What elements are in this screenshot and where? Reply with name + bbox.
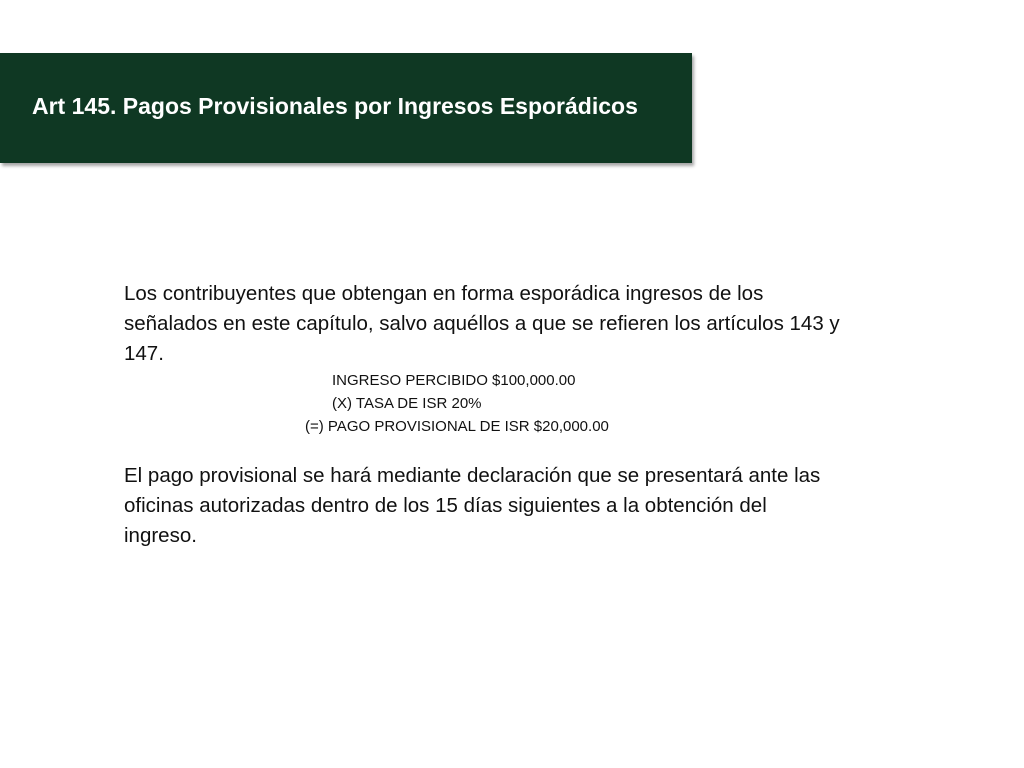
slide-body: [124, 279, 844, 551]
intro-paragraph: Los contribuyentes que obtengan en forma esporádica ingresos de los señalados en este capítulo, salvo aquéllos a que se refieren los artículos 143 y 147.: [124, 282, 840, 365]
slide-title: Art 145. Pagos Provisionales por Ingresos Esporádicos: [32, 93, 638, 119]
payment-paragraph: El pago provisional se hará mediante declaración que se presentará ante las oficinas autorizadas dentro de los 15 días siguientes a la obtención del ingreso.: [124, 464, 821, 547]
calculation-block: [124, 369, 844, 443]
title-banner: [0, 53, 692, 163]
calc-line-rate: (X) TASA DE ISR 20%: [332, 395, 482, 412]
calc-line-income: INGRESO PERCIBIDO $100,000.00: [332, 372, 576, 389]
calc-line-payment: (=) PAGO PROVISIONAL DE ISR $20,000.00: [305, 418, 609, 435]
